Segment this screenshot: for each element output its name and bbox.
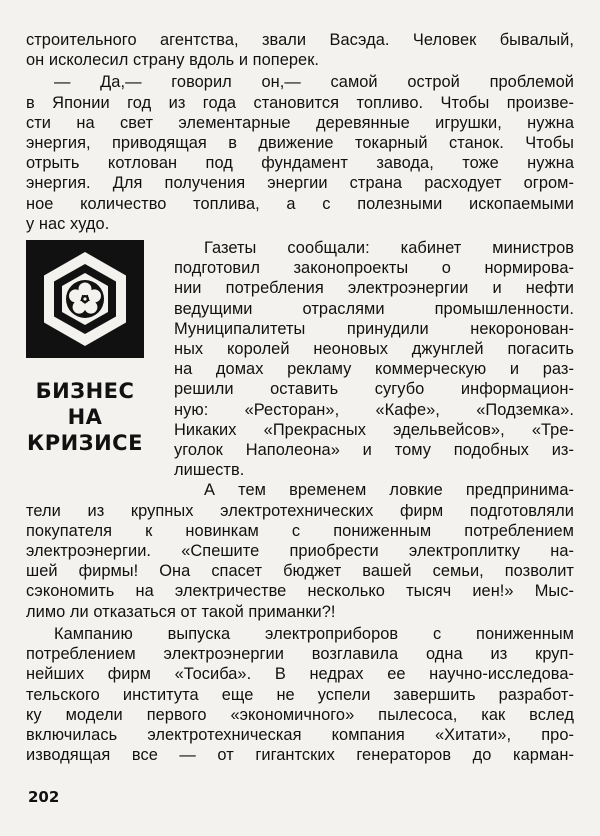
text-line: Муниципалитеты принудили некоронован- xyxy=(174,319,574,338)
text-line: ное количество топлива, а с полезными ископаемыми xyxy=(26,194,574,213)
page-text xyxy=(26,30,574,765)
text-line: ных королей неоновых джунглей погасить xyxy=(174,340,574,359)
text-line: строительного агентства, звали Васэда. Человек бывалый, xyxy=(26,31,574,49)
rubric-title xyxy=(26,378,144,456)
text-line: Кампанию выпуска электроприборов с пониженным xyxy=(54,624,574,643)
section-with-rubric xyxy=(26,238,574,501)
text-line: Никаких «Прекрасных эдельвейсов», «Тре- xyxy=(174,420,574,439)
paragraph-newspapers xyxy=(174,238,574,480)
paragraph-vaseda-quote xyxy=(26,72,574,234)
text-line: отрыть котлован под фундамент завода, тоже нужна xyxy=(26,154,574,173)
text-line: энергия, приводящая в движение токарный станок. Чтобы xyxy=(26,134,574,153)
hexagon-flower-emblem-icon xyxy=(26,240,144,358)
text-line: сэкономить на электричестве несколько тысяч иен!» Мыс- xyxy=(26,582,574,601)
text-line: тели из крупных электротехнических фирм подготовляли xyxy=(26,501,574,520)
text-line: на домах рекламу коммерческую и раз- xyxy=(174,360,574,379)
text-line: нейших фирм «Тосиба». В недрах ее научно-исследова- xyxy=(26,665,574,684)
text-line: электроэнергии. «Спешите приобрести электроплитку на- xyxy=(26,542,574,561)
text-line: ведущими отраслями промышленности. xyxy=(174,299,574,318)
paragraph-continuation xyxy=(26,30,574,70)
rubric-sidebar xyxy=(26,240,144,456)
rubric-line: БИЗНЕС xyxy=(35,379,135,404)
text-line: он исколесил страну вдоль и поперек. xyxy=(26,51,320,70)
text-line: лимо ли отказаться от такой приманки?! xyxy=(26,602,336,621)
text-line: потреблением электроэнергии возглавила одна из круп- xyxy=(26,645,574,664)
text-line: изводящая все — от гигантских генераторов до карман- xyxy=(26,746,574,765)
text-line: лишеств. xyxy=(174,461,245,480)
page-number: 202 xyxy=(28,788,60,806)
paragraph-toshiba-campaign xyxy=(26,624,574,765)
text-line: уголок Наполеона» и тому подобных из- xyxy=(174,441,574,460)
text-line: подготовил законопроекты о нормирова- xyxy=(174,259,574,278)
text-line: шей фирмы! Она спасет бюджет вашей семьи, позволит xyxy=(26,562,574,581)
text-line: ную: «Ресторан», «Кафе», «Подземка». xyxy=(174,400,574,419)
side-column-text xyxy=(174,238,574,501)
text-line: энергия. Для получения энергии страна расходует огром- xyxy=(26,174,574,193)
text-line: в Японии год из года становится топливо. Чтобы произве- xyxy=(26,93,574,112)
text-line: решили оставить сугубо информацион- xyxy=(174,380,574,399)
text-line: включилась электротехническая компания «Хитати», про- xyxy=(26,725,574,744)
text-line: ку модели первого «экономичного» пылесоса, как вслед xyxy=(26,705,574,724)
text-line: А тем временем ловкие предпринима- xyxy=(204,481,574,500)
text-line: у нас худо. xyxy=(26,214,110,233)
rubric-line: НА xyxy=(67,405,103,430)
text-line: покупателя к новинкам с пониженным потреблением xyxy=(26,521,574,540)
text-line: Газеты сообщали: кабинет министров xyxy=(204,239,574,258)
text-line: тельского института еще не успели завершить разработ- xyxy=(26,685,574,704)
paragraph-entrepreneurs xyxy=(26,501,574,622)
text-line: сти на свет элементарные деревянные игрушки, нужна xyxy=(26,113,574,132)
paragraph-entrepreneurs-start xyxy=(174,480,574,500)
text-line: нии потребления электроэнергии и нефти xyxy=(174,279,574,298)
text-line: — Да,— говорил он,— самой острой проблемой xyxy=(54,73,574,92)
rubric-line: КРИЗИСЕ xyxy=(27,431,143,456)
